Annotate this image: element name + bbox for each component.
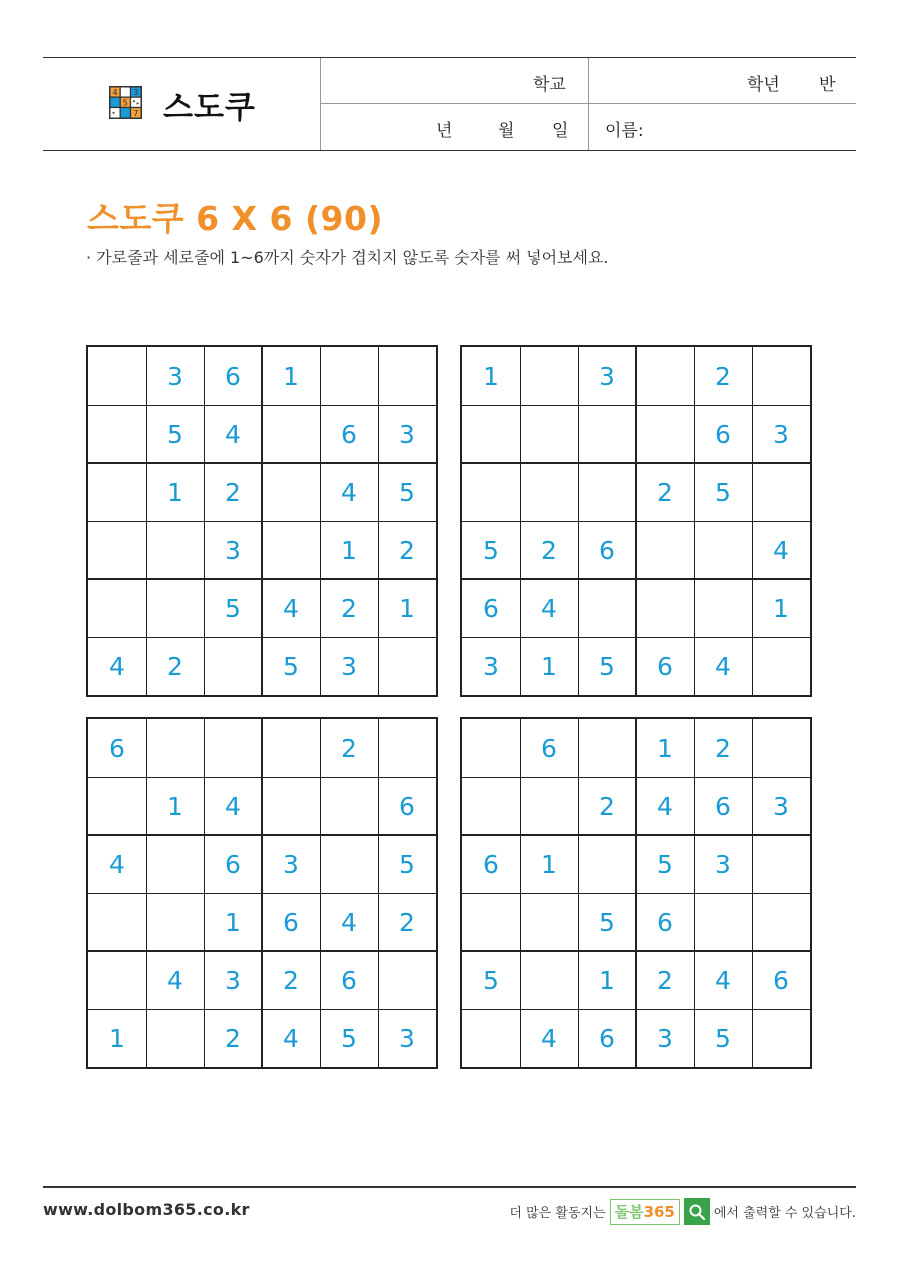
header-column-divider — [588, 58, 589, 150]
sudoku-cell: 3 — [399, 1023, 415, 1053]
grid-line-vertical — [694, 719, 695, 1067]
sudoku-cell: 5 — [225, 593, 241, 623]
sudoku-cell — [378, 637, 436, 695]
brand-number: 365 — [643, 1202, 675, 1221]
sudoku-cell — [204, 637, 262, 695]
sudoku-cell: 4 — [225, 791, 241, 821]
sudoku-cell — [88, 347, 146, 405]
worksheet-title: 스도쿠 6 X 6 (90) — [87, 199, 384, 238]
sudoku-cell: 4 — [541, 1023, 557, 1053]
sudoku-cell — [88, 951, 146, 1009]
sudoku-cell: 6 — [541, 733, 557, 763]
sudoku-cell: 6 — [599, 535, 615, 565]
sudoku-cell: 4 — [715, 965, 731, 995]
sudoku-cell: 5 — [599, 907, 615, 937]
sudoku-cell: 4 — [167, 965, 183, 995]
sudoku-cell — [520, 405, 578, 463]
sudoku-cell — [520, 463, 578, 521]
sudoku-cell: 3 — [715, 849, 731, 879]
sudoku-cell: 1 — [225, 907, 241, 937]
sudoku-cell — [378, 347, 436, 405]
sudoku-cell: 2 — [399, 907, 415, 937]
grid-line-horizontal — [462, 893, 810, 894]
sudoku-cell: 4 — [109, 849, 125, 879]
sudoku-cell: 1 — [657, 733, 673, 763]
sudoku-cell — [578, 719, 636, 777]
grid-line-horizontal — [88, 893, 436, 894]
grid-line-vertical — [378, 719, 379, 1067]
sudoku-cell: 3 — [773, 791, 789, 821]
sudoku-cell — [520, 893, 578, 951]
sudoku-cell: 5 — [715, 1023, 731, 1053]
sudoku-cell — [752, 893, 810, 951]
sudoku-cell — [88, 579, 146, 637]
grid-line-vertical — [320, 347, 321, 695]
sudoku-cell: 2 — [341, 593, 357, 623]
sudoku-cell — [88, 777, 146, 835]
sudoku-cell — [578, 463, 636, 521]
sudoku-cell: 6 — [225, 849, 241, 879]
grid-line-horizontal — [462, 521, 810, 522]
class-label: 반 — [819, 75, 836, 95]
sudoku-cell — [462, 893, 520, 951]
sudoku-cell: 1 — [283, 361, 299, 391]
sudoku-cell: 6 — [715, 419, 731, 449]
sudoku-cell: 5 — [715, 477, 731, 507]
sudoku-cell: 2 — [715, 361, 731, 391]
brand-logo — [610, 1199, 680, 1225]
sudoku-cell — [378, 951, 436, 1009]
grade-label: 학년 — [747, 75, 780, 95]
grid-line-vertical — [378, 347, 379, 695]
sudoku-cell — [462, 463, 520, 521]
sudoku-cell: 5 — [341, 1023, 357, 1053]
sudoku-cell: 4 — [657, 791, 673, 821]
sudoku-cell: 6 — [109, 733, 125, 763]
sudoku-cell — [752, 637, 810, 695]
sudoku-cell — [262, 777, 320, 835]
sudoku-cell: 4 — [109, 651, 125, 681]
sudoku-cell — [752, 347, 810, 405]
footer-text-before: 더 많은 활동지는 — [509, 1206, 606, 1221]
grid-line-horizontal — [88, 1009, 436, 1010]
sudoku-cell: 4 — [283, 1023, 299, 1053]
sudoku-cell: 2 — [283, 965, 299, 995]
logo-area — [43, 58, 321, 150]
sudoku-cell: 2 — [225, 1023, 241, 1053]
sudoku-cell — [88, 405, 146, 463]
sudoku-cell: 4 — [773, 535, 789, 565]
sudoku-cell: 4 — [715, 651, 731, 681]
sudoku-cell: 6 — [225, 361, 241, 391]
brand-name: 돌봄 — [614, 1203, 644, 1221]
worksheet-header — [43, 57, 856, 151]
sudoku-cell: 6 — [399, 791, 415, 821]
sudoku-cell — [462, 777, 520, 835]
box-divider-horizontal — [88, 950, 436, 953]
sudoku-cell: 6 — [657, 651, 673, 681]
sudoku-cell: 2 — [599, 791, 615, 821]
svg-text:4: 4 — [112, 88, 118, 97]
sudoku-cell: 5 — [399, 849, 415, 879]
sudoku-cell: 5 — [657, 849, 673, 879]
sudoku-cell: 6 — [283, 907, 299, 937]
sudoku-cell: 6 — [773, 965, 789, 995]
grid-line-vertical — [752, 719, 753, 1067]
sudoku-cell: 1 — [599, 965, 615, 995]
sudoku-cell: 2 — [341, 733, 357, 763]
sudoku-cell — [146, 719, 204, 777]
sudoku-cell: 4 — [341, 907, 357, 937]
sudoku-cell — [752, 719, 810, 777]
sudoku-cell — [694, 521, 752, 579]
sudoku-cell — [752, 835, 810, 893]
sudoku-cell: 6 — [715, 791, 731, 821]
sudoku-cell — [320, 777, 378, 835]
footer-promo — [509, 1198, 856, 1225]
sudoku-cell — [578, 405, 636, 463]
grid-line-horizontal — [462, 637, 810, 638]
sudoku-cell — [262, 405, 320, 463]
grid-line-vertical — [752, 347, 753, 695]
sudoku-cell: 1 — [773, 593, 789, 623]
sudoku-cell — [520, 347, 578, 405]
sudoku-cell — [636, 521, 694, 579]
footer-url: www.dolbom365.co.kr — [43, 1200, 250, 1219]
sudoku-puzzle — [460, 345, 812, 697]
sudoku-cell: 3 — [773, 419, 789, 449]
sudoku-cell: 1 — [167, 477, 183, 507]
sudoku-cell: 6 — [341, 419, 357, 449]
footer-text-after: 에서 출력할 수 있습니다. — [713, 1206, 856, 1221]
sudoku-cell: 5 — [483, 535, 499, 565]
box-divider-horizontal — [462, 578, 810, 581]
school-label: 학교 — [533, 75, 566, 95]
sudoku-cell — [88, 463, 146, 521]
sudoku-cell: 1 — [483, 361, 499, 391]
svg-text:7: 7 — [133, 108, 139, 118]
logo-text: 스도쿠 — [163, 90, 256, 126]
sudoku-cell — [378, 719, 436, 777]
sudoku-cell: 2 — [225, 477, 241, 507]
sudoku-cell — [146, 579, 204, 637]
sudoku-puzzle — [86, 717, 438, 1069]
sudoku-cell: 1 — [109, 1023, 125, 1053]
svg-text:5: 5 — [122, 98, 128, 108]
sudoku-grid-icon — [109, 86, 142, 119]
sudoku-cell: 3 — [225, 965, 241, 995]
sudoku-cell: 6 — [483, 849, 499, 879]
grid-line-horizontal — [462, 1009, 810, 1010]
sudoku-cell — [462, 405, 520, 463]
sudoku-cell: 2 — [541, 535, 557, 565]
sudoku-cell — [146, 1009, 204, 1067]
search-icon — [684, 1198, 710, 1225]
sudoku-cell: 2 — [657, 965, 673, 995]
sudoku-cell — [320, 347, 378, 405]
sudoku-cell: 2 — [167, 651, 183, 681]
sudoku-cell: 3 — [483, 651, 499, 681]
sudoku-cell — [204, 719, 262, 777]
sudoku-cell: 6 — [657, 907, 673, 937]
sudoku-cell — [636, 579, 694, 637]
sudoku-cell — [578, 579, 636, 637]
sudoku-cell — [636, 347, 694, 405]
sudoku-cell: 6 — [483, 593, 499, 623]
year-label: 년 — [436, 121, 453, 141]
sudoku-cell: 6 — [599, 1023, 615, 1053]
footer-divider — [43, 1186, 856, 1188]
sudoku-cell: 3 — [283, 849, 299, 879]
sudoku-cell: 5 — [599, 651, 615, 681]
grid-line-vertical — [320, 719, 321, 1067]
name-label: 이름: — [605, 121, 644, 141]
sudoku-cell — [636, 405, 694, 463]
instructions: · 가로줄과 세로줄에 1~6까지 숫자가 겹치지 않도록 숫자를 써 넣어보세요. — [86, 248, 609, 267]
sudoku-cell — [320, 835, 378, 893]
sudoku-cell — [262, 521, 320, 579]
sudoku-cell: 3 — [341, 651, 357, 681]
sudoku-cell — [462, 719, 520, 777]
sudoku-cell — [88, 893, 146, 951]
sudoku-cell: 5 — [483, 965, 499, 995]
sudoku-cell — [578, 835, 636, 893]
box-divider-horizontal — [462, 950, 810, 953]
sudoku-cell: 6 — [341, 965, 357, 995]
day-label: 일 — [552, 121, 569, 141]
sudoku-cell — [462, 1009, 520, 1067]
sudoku-cell: 4 — [225, 419, 241, 449]
sudoku-cell: 3 — [599, 361, 615, 391]
sudoku-cell: 2 — [715, 733, 731, 763]
grid-line-vertical — [694, 347, 695, 695]
sudoku-cell: 4 — [341, 477, 357, 507]
sudoku-cell — [752, 463, 810, 521]
sudoku-cell — [262, 719, 320, 777]
sudoku-cell: 5 — [399, 477, 415, 507]
sudoku-cell — [752, 1009, 810, 1067]
sudoku-puzzle — [86, 345, 438, 697]
sudoku-cell — [520, 951, 578, 1009]
sudoku-cell — [146, 521, 204, 579]
sudoku-cell — [88, 521, 146, 579]
svg-text:3: 3 — [133, 88, 139, 97]
box-divider-horizontal — [88, 578, 436, 581]
sudoku-cell: 2 — [399, 535, 415, 565]
sudoku-cell: 2 — [657, 477, 673, 507]
sudoku-cell — [694, 579, 752, 637]
sudoku-cell: 3 — [167, 361, 183, 391]
sudoku-cell: 3 — [225, 535, 241, 565]
sudoku-cell: 5 — [167, 419, 183, 449]
month-label: 월 — [498, 121, 515, 141]
sudoku-cell: 1 — [341, 535, 357, 565]
sudoku-cell: 1 — [541, 849, 557, 879]
sudoku-cell: 4 — [283, 593, 299, 623]
sudoku-cell — [262, 463, 320, 521]
sudoku-cell — [146, 893, 204, 951]
sudoku-cell — [146, 835, 204, 893]
sudoku-cell — [520, 777, 578, 835]
sudoku-cell: 3 — [399, 419, 415, 449]
sudoku-cell: 4 — [541, 593, 557, 623]
grid-line-horizontal — [88, 637, 436, 638]
grid-line-horizontal — [88, 521, 436, 522]
sudoku-cell — [694, 893, 752, 951]
sudoku-cell: 3 — [657, 1023, 673, 1053]
sudoku-cell: 1 — [541, 651, 557, 681]
sudoku-cell: 1 — [167, 791, 183, 821]
sudoku-cell: 5 — [283, 651, 299, 681]
sudoku-cell: 1 — [399, 593, 415, 623]
sudoku-puzzle — [460, 717, 812, 1069]
